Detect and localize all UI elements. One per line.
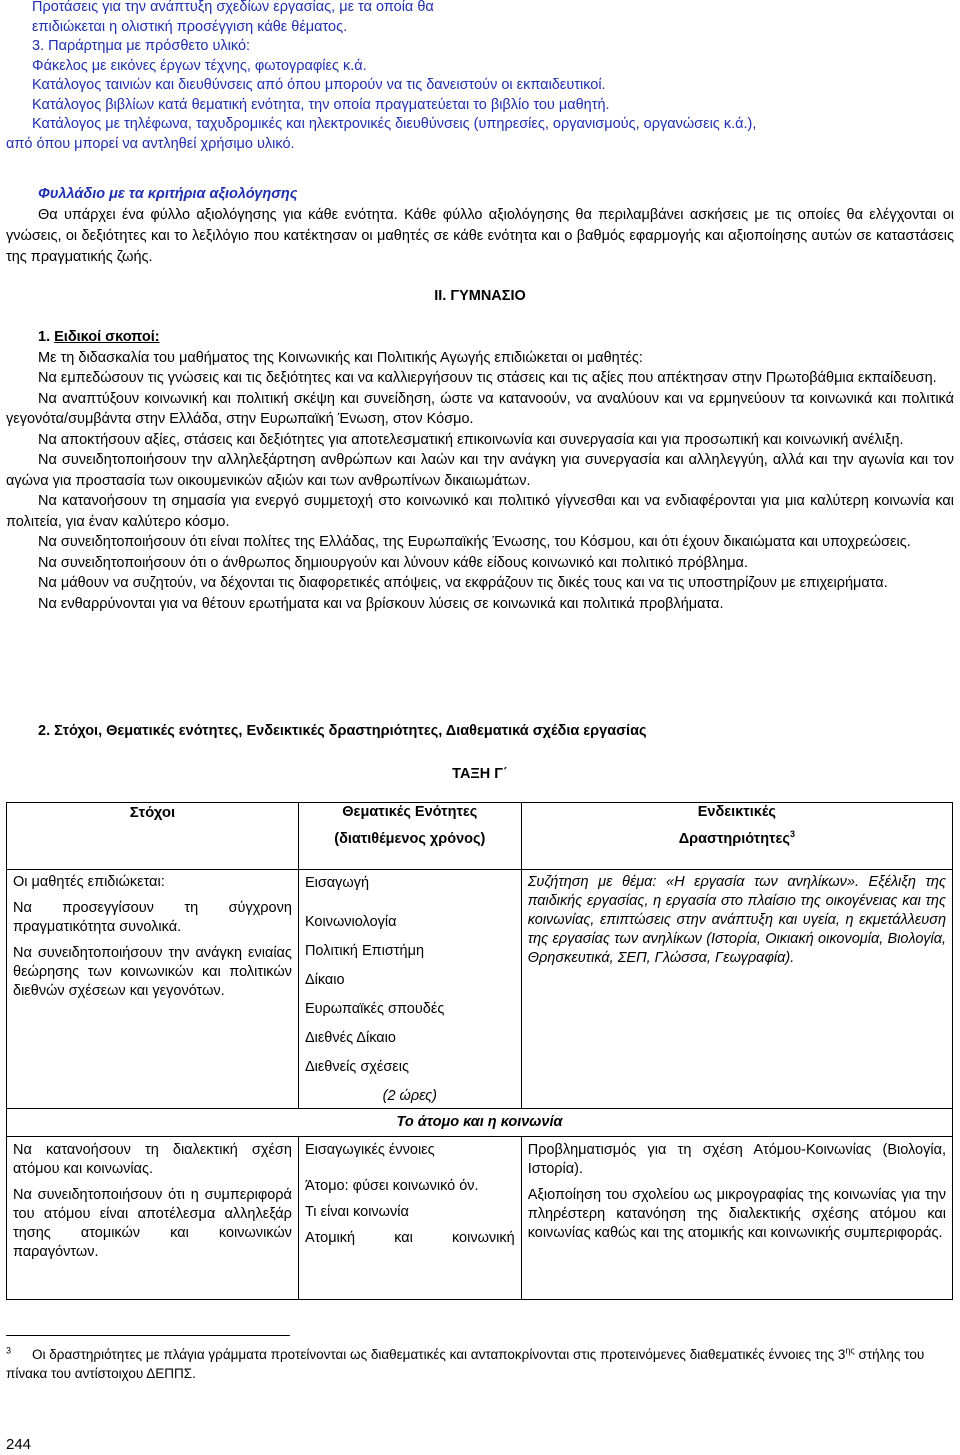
aim-item: Να εμπεδώσουν τις γνώσεις και τις δεξιότητες και να καλλιεργήσουν τις στάσεις και τις αξίες που απέκτησαν στην Πρωτοβάθμια εκπαίδευση. bbox=[38, 370, 937, 386]
top-line-7a: Κατάλογος με τηλέφωνα, ταχυδρομικές και ηλεκτρονικές διευθύνσεις (υπηρεσίες, οργανισμούς, οργανώσεις κ.ά.), bbox=[32, 116, 757, 132]
row1-units bbox=[298, 870, 521, 1109]
aim-item: Να συνειδητοποιήσουν ότι είναι πολίτες της Ελλάδας, της Ευρωπαϊκής Ένωσης, του Κόσμου, και ότι έχουν δικαιώματα και υποχρεώσεις. bbox=[38, 534, 911, 550]
unit-text: Ατομική και κοινωνική bbox=[304, 1230, 515, 1246]
footnote-text-end: στήλης του πίνακα του αντίστοιχου ΔΕΠΠΣ. bbox=[6, 1347, 925, 1381]
unit-text: Κοινωνιολογία bbox=[304, 914, 397, 930]
aim-item: Να κατανοήσουν τη σημασία για ενεργό συμμετοχή στο κοινωνικό και πολιτικό γίγνεσθαι και να ενδιαφέρονται για μια καλύτερη κοινωνία και πολιτεία, για έναν καλύτερο κόσμο. bbox=[6, 493, 954, 530]
aim-item: Να αναπτύξουν κοινωνική και πολιτική σκέψη και συνείδηση, ώστε να κατανοούν, να αναλύουν και να ερμηνεύουν τα κοινωνικά και πολιτικά γεγονότα/συμβάντα στην Ελλάδα, στην Ευρωπαϊκή Ένωση, στον Κόσμο. bbox=[6, 390, 954, 427]
unit-text: Τι είναι κοινωνία bbox=[304, 1204, 409, 1220]
header-activities-line2 bbox=[528, 830, 946, 849]
aim-item: Να συνειδητοποιήσουν ότι ο άνθρωπος δημιουργούν και λύνουν κάθε είδους κοινωνικό και πολιτικό πρόβλημα. bbox=[38, 554, 748, 571]
table-section-row bbox=[7, 1109, 953, 1137]
goal-text: Οι μαθητές επιδιώκεται: bbox=[13, 874, 165, 890]
unit-text: Πολιτική Επιστήμη bbox=[304, 943, 425, 959]
table-header-row bbox=[7, 803, 953, 870]
goals-table bbox=[6, 802, 953, 1300]
footnote-number: 3 bbox=[6, 1345, 12, 1356]
aim-item: Να αποκτήσουν αξίες, στάσεις και δεξιότητες για αποτελεσματική επικοινωνία και συνεργασία και για προσωπική και κοινωνική ανέλιξη. bbox=[38, 431, 904, 448]
top-line-1: Προτάσεις για την ανάπτυξη σχεδίων εργασίας, με τα οποία θα bbox=[32, 0, 434, 15]
row1-goals bbox=[7, 870, 299, 1109]
top-line-2: επιδιώκεται η ολιστική προσέγγιση κάθε θέματος. bbox=[32, 18, 348, 35]
footnote-text: Οι δραστηριότητες με πλάγια γράμματα προτείνονται ως διαθεματικές και ανταποκρίνονται στις προτεινόμενες διαθεματικές έννοιες της 3 bbox=[32, 1347, 846, 1362]
header-goals-label: Στόχοι bbox=[129, 804, 176, 821]
row2-units bbox=[298, 1137, 521, 1300]
top-line-7b: από όπου μπορεί να αντληθεί χρήσιμο υλικό. bbox=[6, 136, 295, 152]
top-line-3: 3. Παράρτημα με πρόσθετο υλικό: bbox=[32, 38, 251, 54]
activity-text: Συζήτηση με θέμα: «Η εργασία των ανηλίκων». Εξέλιξη της παιδικής εργασίας, η εργασία στο πλαίσιο της οικογένειας και της κοινωνίας, επιπτώσεις στην ανάπτυξη και υγεία, η εκμετάλλευση της εργασίας των ανηλίκων (Ιστορία, Οικιακή οικονομία, Βιολογία, Θρησκευτικά, ΣΕΠ, Γλώσσα, Γεωγραφία). bbox=[527, 874, 946, 966]
goal-text: Να συνειδητοποιήσουν ότι η συμπεριφορά του ατόμου είναι αποτέλεσμα αλληλεξάρ τησης ατομικών και κοινωνικών παραγόντων. bbox=[13, 1187, 292, 1260]
header-units-line1: Θεματικές Ενότητες bbox=[342, 804, 478, 820]
goal-text: Να κατανοήσουν τη διαλεκτική σχέση ατόμου και κοινωνίας. bbox=[13, 1142, 292, 1177]
header-activities-line1: Ενδεικτικές bbox=[697, 804, 776, 820]
specific-aims bbox=[6, 327, 954, 614]
unit-text: Διεθνές Δίκαιο bbox=[304, 1030, 396, 1046]
assessment-heading: Φυλλάδιο με τα κριτήρια αξιολόγησης bbox=[38, 186, 298, 202]
goal-text: Να συνειδητοποιήσουν την ανάγκη ενιαίας θεώρησης των κοινωνικών και πολιτικών διεθνών σχέσεων και γεγονότων. bbox=[13, 945, 292, 999]
assessment-text: Θα υπάρχει ένα φύλλο αξιολόγησης για κάθε ενότητα. Κάθε φύλλο αξιολόγησης θα περιλαμβάνει ασκήσεις με τις οποίες θα ελέγχονται οι γνώσεις, οι δεξιότητες και το λεξιλόγιο που κατέκτησαν οι μαθητές σε κάθε ενότητα και ο βαθμός εφαρμογής και αξιοποίησης αυτών σε καταστάσεις της πραγματικής ζωής. bbox=[6, 207, 954, 265]
aims-heading bbox=[6, 327, 954, 348]
unit-text: Ευρωπαϊκές σπουδές bbox=[304, 1001, 445, 1017]
aims-heading-num: 1. bbox=[38, 329, 55, 345]
unit-time: (2 ώρες) bbox=[382, 1088, 438, 1104]
top-line-5: Κατάλογος ταινιών και διευθύνσεις από όπου μπορούν να τις δανειστούν οι εκπαιδευτικοί. bbox=[32, 77, 606, 93]
aim-item: Να ενθαρρύνονται για να θέτουν ερωτήματα και να βρίσκουν λύσεις σε κοινωνικά και πολιτικά προβλήματα. bbox=[38, 595, 724, 612]
activity-text: Αξιοποίηση του σχολείου ως μικρογραφίας της κοινωνίας για την πληρέστερη κατανόηση της διαλεκτικής σχέσης ατόμου και κοινωνίας καθώς και της ατομικής και κοινωνικής συμπεριφοράς. bbox=[527, 1187, 946, 1241]
row2-activities bbox=[521, 1137, 952, 1300]
goal-text: Να προσεγγίσουν τη σύγχρονη πραγματικότητα συνολικά. bbox=[13, 900, 292, 935]
unit-text: Δίκαιο bbox=[304, 972, 345, 988]
aim-item: Να μάθουν να συζητούν, να δέχονται τις διαφορετικές απόψεις, να εκφράζουν τις δικές τους και να τις υποστηρίζουν με επιχειρήματα. bbox=[38, 575, 888, 591]
top-line-4: Φάκελος με εικόνες έργων τέχνης, φωτογραφίες κ.ά. bbox=[32, 57, 367, 74]
header-activities bbox=[521, 803, 952, 870]
footnote-divider bbox=[6, 1335, 290, 1336]
aims-intro: Με τη διδασκαλία του μαθήματος της Κοινωνικής και Πολιτικής Αγωγής επιδιώκεται οι μαθητές: bbox=[38, 349, 643, 366]
page-number: 244 bbox=[6, 1436, 32, 1453]
unit-text: Διεθνείς σχέσεις bbox=[304, 1059, 409, 1075]
footnote bbox=[6, 1345, 954, 1383]
header-activities-label: Δραστηριότητες bbox=[678, 831, 790, 847]
footnote-superscript: ης bbox=[845, 1345, 855, 1356]
unit-text: Εισαγωγή bbox=[304, 875, 370, 891]
row1-activities bbox=[521, 870, 952, 1109]
row2-goals bbox=[7, 1137, 299, 1300]
header-units bbox=[298, 803, 521, 870]
table-row-intro bbox=[7, 870, 953, 1109]
section-title: ΙΙ. ΓΥΜΝΑΣΙΟ bbox=[434, 288, 526, 304]
footnote-ref: 3 bbox=[789, 829, 795, 840]
header-goals bbox=[7, 803, 299, 870]
top-list bbox=[32, 0, 952, 135]
activity-text: Προβληματισμός για τη σχέση Ατόμου-Κοινωνίας (Βιολογία, Ιστορία). bbox=[527, 1142, 946, 1177]
class-title: ΤΑΞΗ Γ΄ bbox=[452, 766, 508, 782]
aim-item: Να συνειδητοποιήσουν την αλληλεξάρτηση ανθρώπων και λαών και την ανάγκη για συνεργασία και αλληλεγγύη, αλλά και την αγωνία και τον αγώνα για προστασία των οικουμενικών αξιών και των ανθρωπίνων δικαιωμάτων. bbox=[6, 452, 954, 489]
header-units-line2: (διατιθέμενος χρόνος) bbox=[334, 831, 486, 847]
section-row-label: Το άτομο και η κοινωνία bbox=[7, 1109, 953, 1137]
section2-title: 2. Στόχοι, Θεματικές ενότητες, Ενδεικτικές δραστηριότητες, Διαθεματικά σχέδια εργασίας bbox=[38, 723, 647, 739]
aims-heading-label: Ειδικοί σκοποί: bbox=[54, 329, 160, 345]
top-line-6: Κατάλογος βιβλίων κατά θεματική ενότητα, την οποία πραγματεύεται το βιβλίο του μαθητή. bbox=[32, 96, 610, 113]
unit-text: Εισαγωγικές έννοιες bbox=[304, 1142, 435, 1158]
table-row-individual bbox=[7, 1137, 953, 1300]
unit-text: Άτομο: φύσει κοινωνικό όν. bbox=[304, 1178, 479, 1194]
